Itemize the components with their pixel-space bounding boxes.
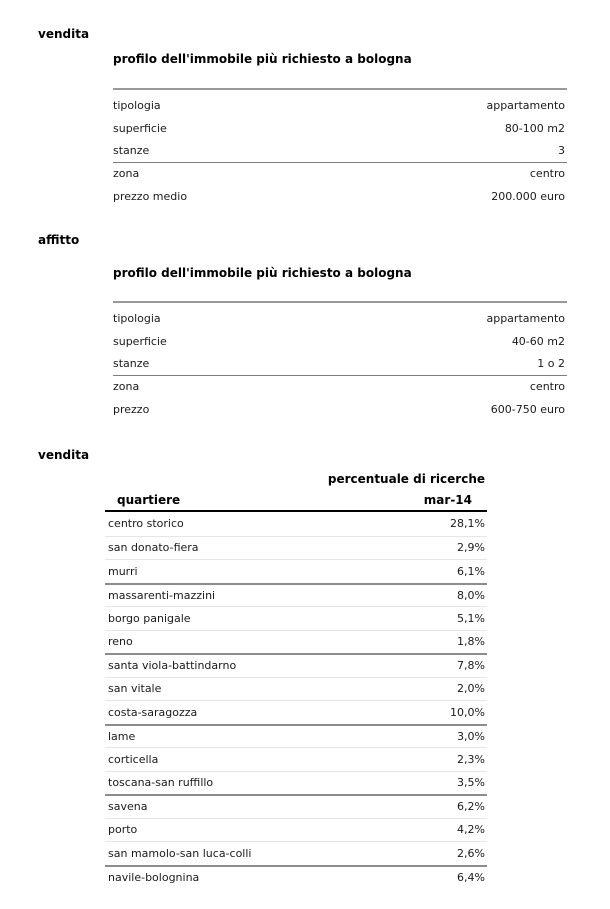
quartiere-percentage: 4,2% — [457, 823, 485, 837]
profile-row-label: superficie — [113, 121, 167, 135]
profile-table-row — [113, 117, 567, 140]
quartiere-name: corticella — [108, 752, 159, 766]
quartieri-table-row — [105, 653, 487, 677]
profile-row-label: tipologia — [113, 311, 161, 325]
profile-table-row — [113, 185, 567, 208]
quartiere-percentage: 2,0% — [457, 682, 485, 696]
quartieri-table-row — [105, 512, 487, 536]
quartieri-table-row — [105, 606, 487, 630]
column-header-mar-14: mar-14 — [423, 493, 472, 507]
quartiere-name: borgo panigale — [108, 611, 191, 625]
quartiere-name: massarenti-mazzini — [108, 588, 216, 602]
profile-row-label: stanze — [113, 144, 150, 158]
profile-row-label: stanze — [113, 357, 150, 371]
quartiere-percentage: 8,0% — [457, 588, 485, 602]
profile-row-label: prezzo medio — [113, 189, 188, 203]
quartieri-table-top-header: percentuale di ricerche — [327, 472, 485, 486]
quartieri-table-row — [105, 724, 487, 748]
profile-row-label: zona — [113, 167, 140, 181]
profile-table-row — [113, 162, 567, 185]
quartiere-percentage: 2,3% — [457, 752, 485, 766]
profile-row-label: prezzo — [113, 402, 150, 416]
profile-table-row — [113, 139, 567, 162]
profile-row-value: appartamento — [486, 311, 565, 325]
section-heading-affitto: affitto — [38, 233, 80, 247]
quartieri-table-row — [105, 841, 487, 865]
profile-row-value: centro — [529, 380, 565, 394]
profile-table-row — [113, 375, 567, 398]
profile-row-value: 1 o 2 — [537, 357, 565, 371]
quartieri-table-row — [105, 794, 487, 818]
quartiere-percentage: 2,9% — [457, 541, 485, 555]
quartiere-percentage: 2,6% — [457, 846, 485, 860]
quartiere-name: costa-saragozza — [108, 705, 198, 719]
quartiere-name: murri — [108, 564, 138, 578]
section-subheading-affitto: profilo dell'immobile più richiesto a bologna — [113, 266, 412, 280]
quartieri-table-row — [105, 583, 487, 607]
profile-table-affitto — [113, 301, 567, 420]
quartiere-percentage: 6,2% — [457, 800, 485, 814]
profile-row-value: centro — [529, 167, 565, 181]
quartiere-percentage: 6,4% — [457, 870, 485, 884]
quartiere-percentage: 7,8% — [457, 659, 485, 673]
section-heading-vendita: vendita — [38, 27, 90, 41]
quartiere-name: san donato-fiera — [108, 541, 199, 555]
quartiere-name: centro storico — [108, 517, 184, 531]
quartiere-percentage: 3,0% — [457, 729, 485, 743]
column-header-quartiere: quartiere — [117, 493, 181, 507]
quartiere-percentage: 10,0% — [450, 705, 485, 719]
quartieri-table — [105, 468, 487, 888]
quartieri-table-row — [105, 747, 487, 771]
quartieri-column-headers — [105, 490, 487, 512]
quartiere-name: san mamolo-san luca-colli — [108, 846, 252, 860]
profile-row-label: superficie — [113, 334, 167, 348]
profile-row-value: appartamento — [486, 98, 565, 112]
quartiere-percentage: 6,1% — [457, 564, 485, 578]
quartiere-name: lame — [108, 729, 136, 743]
quartieri-table-row — [105, 700, 487, 724]
quartiere-name: santa viola-battindarno — [108, 659, 237, 673]
quartieri-table-row — [105, 536, 487, 560]
quartieri-table-body — [105, 512, 487, 888]
section-heading-vendita-quartieri: vendita — [38, 448, 90, 462]
quartiere-percentage: 28,1% — [450, 517, 485, 531]
profile-row-value: 80-100 m2 — [504, 121, 565, 135]
profile-row-value: 3 — [558, 144, 565, 158]
quartieri-table-row — [105, 818, 487, 842]
quartiere-name: savena — [108, 800, 148, 814]
profile-table-row — [113, 94, 567, 117]
profile-row-value: 600-750 euro — [490, 402, 565, 416]
quartiere-name: toscana-san ruffillo — [108, 776, 214, 790]
quartiere-name: reno — [108, 635, 133, 649]
quartieri-table-row — [105, 865, 487, 889]
profile-table-row — [113, 398, 567, 421]
section-subheading-vendita: profilo dell'immobile più richiesto a bologna — [113, 52, 412, 66]
quartiere-name: san vitale — [108, 682, 162, 696]
profile-row-label: zona — [113, 380, 140, 394]
profile-table-row — [113, 307, 567, 330]
profile-row-label: tipologia — [113, 98, 161, 112]
profile-row-value: 200.000 euro — [491, 189, 565, 203]
quartiere-percentage: 3,5% — [457, 776, 485, 790]
quartiere-percentage: 5,1% — [457, 611, 485, 625]
quartieri-table-row — [105, 771, 487, 795]
quartiere-percentage: 1,8% — [457, 635, 485, 649]
profile-table-vendita — [113, 88, 567, 207]
quartieri-table-row — [105, 559, 487, 583]
quartiere-name: porto — [108, 823, 138, 837]
quartieri-table-row — [105, 677, 487, 701]
quartiere-name: navile-bolognina — [108, 870, 200, 884]
profile-row-value: 40-60 m2 — [511, 334, 565, 348]
profile-table-row — [113, 330, 567, 353]
quartieri-table-row — [105, 630, 487, 654]
profile-table-row — [113, 352, 567, 375]
